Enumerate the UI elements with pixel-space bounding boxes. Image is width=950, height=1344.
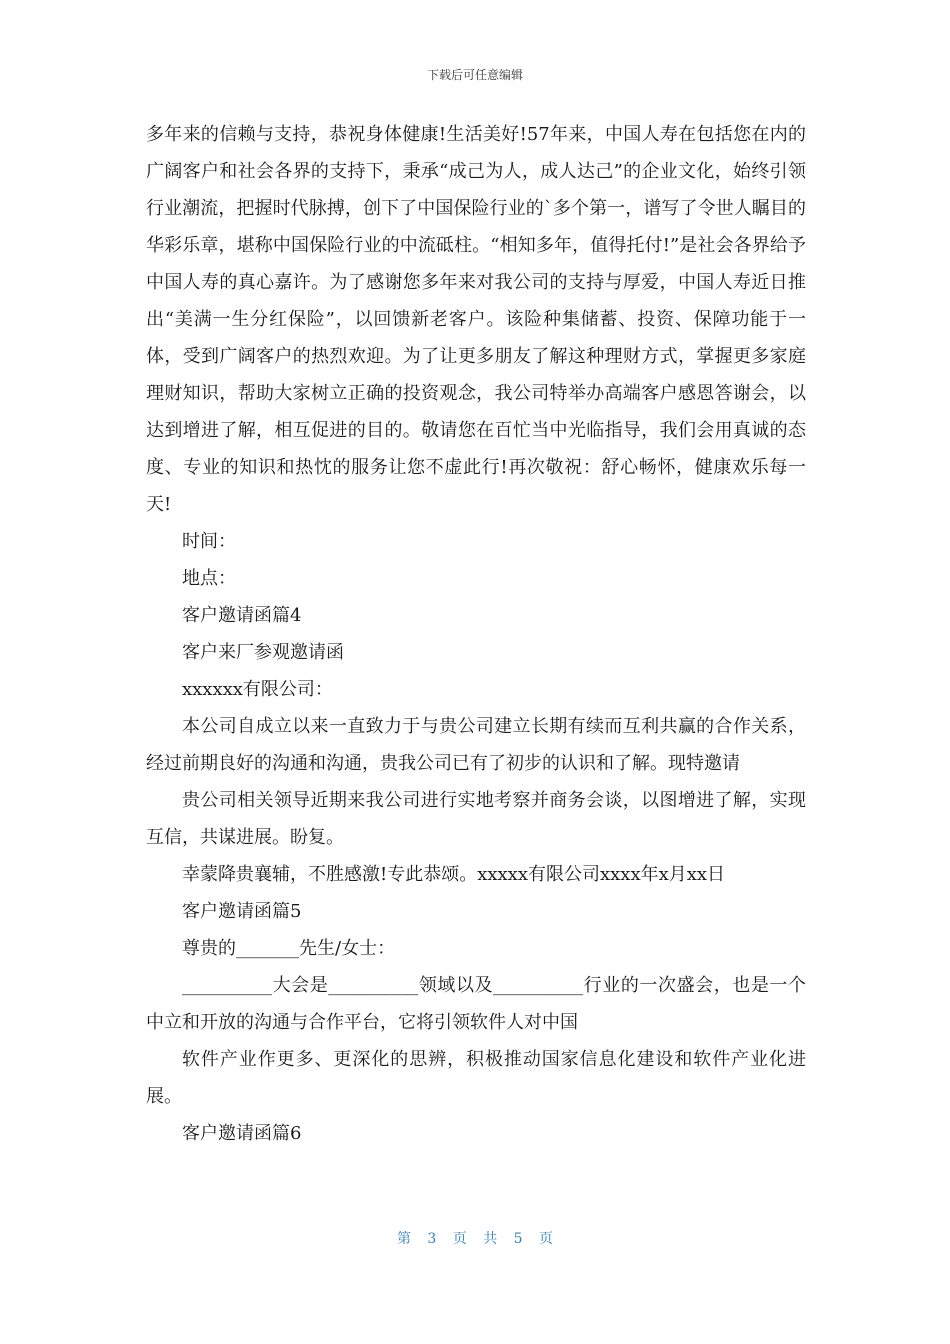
time-label: 时间：	[182, 531, 236, 552]
page-header: 下载后可任意编辑	[426, 68, 523, 82]
location-label: 地点：	[182, 568, 236, 589]
section-title-5: 客户邀请函篇5	[182, 901, 302, 922]
section-title-4: 客户邀请函篇4	[182, 605, 302, 626]
salutation: xxxxxx有限公司：	[182, 679, 333, 700]
body-paragraph-2: 本公司自成立以来一直致力于与贵公司建立长期有续而互利共赢的合作关系，经过前期良好的沟通和沟通，贵我公司已有了初步的认识和了解。现特邀请	[146, 716, 806, 774]
page-number-footer: 第 3 页 共 5 页	[396, 1231, 554, 1247]
document-body	[146, 116, 806, 1152]
body-paragraph-4: __________大会是__________领域以及__________行业的一次盛会，也是一个中立和开放的沟通与合作平台，它将引领软件人对中国	[146, 975, 806, 1033]
body-paragraph-3: 贵公司相关领导近期来我公司进行实地考察并商务会谈，以图增进了解，实现互信，共谋进展。盼复。	[146, 790, 806, 848]
body-paragraph-1: 多年来的信赖与支持，恭祝身体健康!生活美好!57年来，中国人寿在包括您在内的广阔客户和社会各界的支持下，秉承“成己为人，成人达己”的企业文化，始终引领行业潮流，把握时代脉搏，创下了中国保险行业的`多个第一，谱写了令世人瞩目的华彩乐章，堪称中国保险行业的中流砥柱。“相知多年，值得托付!”是社会各界给予中国人寿的真心嘉许。为了感谢您多年来对我公司的支持与厚爱，中国人寿近日推出“美满一生分红保险”，以回馈新老客户。该险种集储蓄、投资、保障功能于一体，受到广阔客户的热烈欢迎。为了让更多朋友了解这种理财方式，掌握更多家庭理财知识，帮助大家树立正确的投资观念，我公司特举办高端客户感恩答谢会，以达到增进了解，相互促进的目的。敬请您在百忙当中光临指导，我们会用真诚的态度、专业的知识和热忱的服务让您不虚此行!再次敬祝：舒心畅怀，健康欢乐每一天!	[146, 124, 806, 515]
section-title-6: 客户邀请函篇6	[182, 1123, 302, 1144]
closing-line: 幸蒙降贵襄辅，不胜感激!专此恭颂。xxxxx有限公司xxxx年x月xx日	[182, 864, 726, 885]
body-paragraph-5: 软件产业作更多、更深化的思辨，积极推动国家信息化建设和软件产业化进展。	[146, 1049, 806, 1107]
letter-title: 客户来厂参观邀请函	[182, 642, 344, 663]
salutation-2: 尊贵的_______先生/女士：	[182, 938, 396, 959]
